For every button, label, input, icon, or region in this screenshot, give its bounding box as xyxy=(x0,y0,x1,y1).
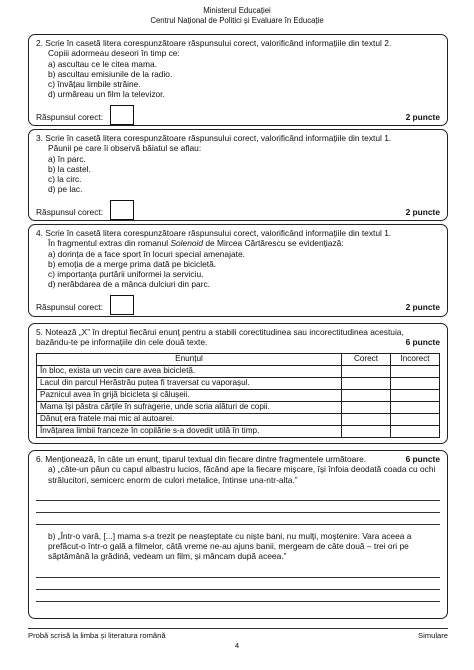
page-number: 4 xyxy=(234,641,240,650)
question-4-box xyxy=(28,224,448,317)
statement-cell: În bloc, exista un vecin care avea bicicletă. xyxy=(37,365,342,377)
q2-option-d: d) urmăreau un film la televizor. xyxy=(48,89,165,100)
q6-points: 6 puncte xyxy=(405,454,440,464)
q3-option-a: a) în parc. xyxy=(48,153,86,164)
question-2-box xyxy=(28,34,448,126)
q2-option-b: b) ascultau emisiunile de la radio. xyxy=(48,68,173,79)
q2-stem: 2. Scrie în casetă litera corespunzătoare răspunsului corect, valorificând informațiile din textul 2. xyxy=(36,38,392,48)
q3-answer-box[interactable] xyxy=(110,200,134,220)
table-row xyxy=(37,401,440,413)
question-3-box xyxy=(28,129,448,221)
question-5-box xyxy=(28,323,448,444)
footer-exam-title: Probă scrisă la limba și literatura română xyxy=(28,631,166,640)
q2-subquestion: Copiii adormeau deseori în timp ce: xyxy=(48,48,180,59)
column-header-correct: Corect xyxy=(342,353,391,365)
q2-points: 2 puncte xyxy=(405,111,440,122)
q5-stem-text: bazându-te pe informațiile din cele două texte. xyxy=(36,337,208,348)
correct-cell[interactable] xyxy=(342,389,391,401)
page-header xyxy=(0,6,474,25)
table-header-row xyxy=(37,353,440,365)
q4-option-b: b) emoția de a merge prima dată pe bicicletă. xyxy=(48,258,217,269)
q6-stem-text: 6. Menționează, în câte un enunț, tiparul textual din fiecare dintre fragmentele următoare. xyxy=(36,454,367,464)
q2-answer-row xyxy=(36,105,440,127)
q3-option-b: b) la castel. xyxy=(48,163,91,174)
correct-cell[interactable] xyxy=(342,401,391,413)
footer-exam-type: Simulare xyxy=(418,631,448,640)
incorrect-cell[interactable] xyxy=(391,413,440,425)
answer-line[interactable] xyxy=(36,590,440,602)
answer-line[interactable] xyxy=(36,489,440,501)
q6-a-answer-lines xyxy=(36,489,440,525)
question-6-box xyxy=(28,450,448,619)
answer-line[interactable] xyxy=(36,578,440,590)
correct-cell[interactable] xyxy=(342,425,391,437)
table-row xyxy=(37,425,440,437)
q2-option-c: c) învățau limbile străine. xyxy=(48,79,141,89)
statement-cell: Lacul din parcul Herăstrău putea fi traversat cu vaporașul. xyxy=(37,377,342,389)
q3-option-c: c) la circ. xyxy=(48,174,82,184)
statement-cell: Dănuț era fratele mai mic al autoarei. xyxy=(37,413,342,425)
q3-answer-label: Răspunsul corect: xyxy=(36,206,104,217)
table-row xyxy=(37,389,440,401)
incorrect-cell[interactable] xyxy=(391,365,440,377)
incorrect-cell[interactable] xyxy=(391,377,440,389)
correct-cell[interactable] xyxy=(342,377,391,389)
header-center: Centrul Național de Politici și Evaluare în Educație xyxy=(150,15,324,25)
statement-cell: Învățarea limbii franceze în copilărie s-a dovedit utilă în timp. xyxy=(37,425,342,437)
q4-answer-row xyxy=(36,295,440,317)
q4-sub-post: de Mircea Cărtărescu se evidențiază: xyxy=(203,238,344,249)
q4-answer-box[interactable] xyxy=(110,295,134,315)
q4-stem: 4. Scrie în casetă litera corespunzătoare răspunsului corect, valorificând informațiile din textul 1. xyxy=(36,228,392,238)
table-row xyxy=(37,413,440,425)
q6-fragment-b: b) „Într-o vară, [...] mama s-a trezit pe neașteptate cu niște bani, nu mulți, moștenire. Vara aceea a prefăcut-o într-o gală a filmelor, câtă vreme ne-au ajuns banii, mergeam de câte două – trei ori pe săptămână la grădină, vedeam un film, și mâncam după aceea.” xyxy=(48,530,412,562)
incorrect-cell[interactable] xyxy=(391,401,440,413)
q3-option-d: d) pe lac. xyxy=(48,184,83,195)
q2-answer-box[interactable] xyxy=(110,105,134,125)
correct-cell[interactable] xyxy=(342,365,391,377)
column-header-incorrect: Incorect xyxy=(391,353,440,365)
table-row xyxy=(37,365,440,377)
q4-option-d: d) nerăbdarea de a mânca dulciuri din parc. xyxy=(48,279,211,290)
q5-stem-line2 xyxy=(36,337,440,347)
q6-fragment-a: a) „câte-un păun cu capul albastru lucios, făcând ape la fiecare mișcare, își înfoia deodată coada cu ochi strălucitori, semicerc enorm de culori metalice, întinse una-ntr-alta.” xyxy=(48,464,436,485)
answer-line[interactable] xyxy=(36,513,440,525)
q6-b-answer-lines xyxy=(36,566,440,602)
q6-stem xyxy=(36,454,440,464)
q5-table xyxy=(36,353,440,438)
q3-points: 2 puncte xyxy=(405,206,440,217)
q4-subquestion xyxy=(36,238,440,248)
answer-line[interactable] xyxy=(36,501,440,513)
footer-divider xyxy=(28,628,448,629)
q3-answer-row xyxy=(36,200,440,222)
statement-cell: Paznicul avea în grijă bicicleta și călușeii. xyxy=(37,389,342,401)
table-row xyxy=(37,377,440,389)
q4-novel-title: Solenoid xyxy=(170,238,204,249)
q5-stem-line1: 5. Notează „X” în dreptul fiecărui enunț pentru a stabili corectitudinea sau incorectitudinea acestuia, xyxy=(36,327,404,337)
q4-points: 2 puncte xyxy=(405,301,440,312)
q4-option-a: a) dorința de a face sport în locuri special amenajate. xyxy=(48,248,245,259)
incorrect-cell[interactable] xyxy=(391,425,440,437)
answer-line[interactable] xyxy=(36,566,440,578)
statement-cell: Mama își păstra cărțile în sufragerie, unde scria alături de copii. xyxy=(37,401,342,413)
header-ministry: Ministerul Educației xyxy=(203,6,271,15)
q4-option-c: c) importanța purtării uniformei la serviciu. xyxy=(48,269,204,279)
correct-cell[interactable] xyxy=(342,413,391,425)
q5-points: 6 puncte xyxy=(405,337,440,348)
q2-option-a: a) ascultau ce le citea mama. xyxy=(48,58,157,69)
q4-sub-pre: În fragmentul extras din romanul xyxy=(48,238,171,249)
q4-answer-label: Răspunsul corect: xyxy=(36,301,104,312)
q3-subquestion: Păunii pe care îi observă băiatul se aflau: xyxy=(48,143,202,154)
q2-answer-label: Răspunsul corect: xyxy=(36,111,104,122)
column-header-statement: Enunțul xyxy=(37,353,342,365)
incorrect-cell[interactable] xyxy=(391,389,440,401)
q3-stem: 3. Scrie în casetă litera corespunzătoare răspunsului corect, valorificând informațiile din textul 1. xyxy=(36,133,392,143)
